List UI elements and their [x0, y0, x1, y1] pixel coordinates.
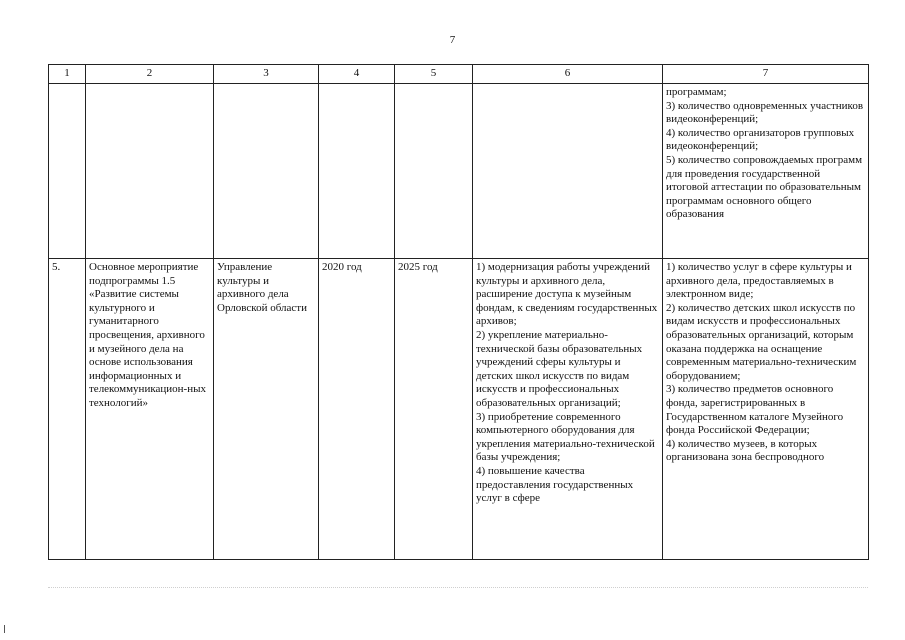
table-row — [49, 259, 869, 560]
margin-mark — [4, 625, 5, 633]
header-col-1: 1 — [49, 65, 86, 84]
row-5-executor: Управление культуры и архивного дела Орловской области — [214, 259, 319, 560]
scan-dotted-line — [48, 587, 868, 589]
header-row — [49, 65, 869, 84]
header-col-7: 7 — [663, 65, 869, 84]
row-cont-col-4 — [319, 84, 395, 259]
row-5-end-year: 2025 год — [395, 259, 473, 560]
row-cont-col-2 — [86, 84, 214, 259]
row-5-indicators: 1) количество услуг в сфере культуры и архивного дела, предоставляемых в электронном виде; 2) количество детских школ искусств по видам искусств и профессиональных образовательных организаций, которым оказана поддержка на оснащение современным материально-техническим оборудованием; 3) количество предметов основного фонда, зарегистрированных в Государственном каталоге Музейного фонда Российской Федерации; 4) количество музеев, в которых организована зона беспроводного — [663, 259, 869, 560]
row-5-activities: 1) модернизация работы учреждений культуры и архивного дела, расширение доступа к музейным фондам, к сведениям государственных архивов; 2) укрепление материально-технической базы образовательных учреждений сферы культуры и детских школ искусств по видам искусств и профессиональных образовательных организаций; 3) приобретение современного компьютерного оборудования для укрепления материально-технической базы учреждения; 4) повышение качества предоставления государственных услуг в сфере — [473, 259, 663, 560]
header-col-6: 6 — [473, 65, 663, 84]
program-table — [48, 64, 869, 560]
row-5-number: 5. — [49, 259, 86, 560]
table-row — [49, 84, 869, 259]
row-5-start-year: 2020 год — [319, 259, 395, 560]
header-col-4: 4 — [319, 65, 395, 84]
row-cont-col-1 — [49, 84, 86, 259]
row-5-measure: Основное мероприятие подпрограммы 1.5 «Развитие системы культурного и гуманитарного просвещения, архивного и музейного дела на основе использования информационных и телекоммуникацион-ных технологий» — [86, 259, 214, 560]
header-col-3: 3 — [214, 65, 319, 84]
row-cont-col-6 — [473, 84, 663, 259]
page-number: 7 — [449, 34, 456, 46]
row-cont-col-5 — [395, 84, 473, 259]
header-col-2: 2 — [86, 65, 214, 84]
header-col-5: 5 — [395, 65, 473, 84]
row-cont-col-3 — [214, 84, 319, 259]
row-cont-col-7: программам; 3) количество одновременных участников видеоконференций; 4) количество организаторов групповых видеоконференций; 5) количество сопровождаемых программ для проведения государственной итоговой аттестации по образовательным программам основного общего образования — [663, 84, 869, 259]
